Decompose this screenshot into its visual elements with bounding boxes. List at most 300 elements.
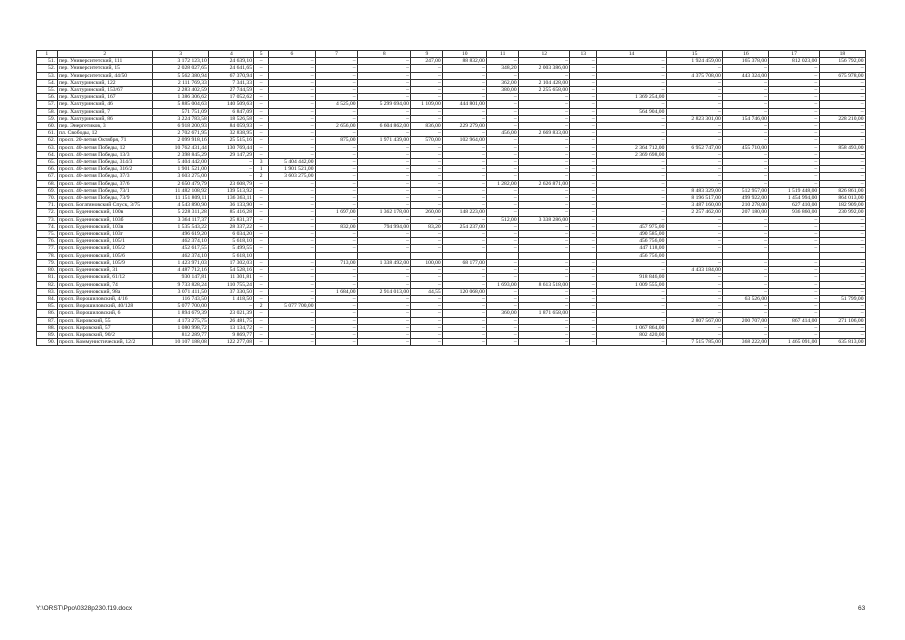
table-cell: 110 755,24 <box>209 281 254 288</box>
table-cell: 8 196 517,00 <box>666 195 722 202</box>
table-cell: 4 433 184,00 <box>666 267 722 274</box>
table-cell: – <box>519 324 570 331</box>
table-cell: – <box>487 223 519 230</box>
table-cell: – <box>723 180 769 187</box>
table-cell: – <box>358 202 411 209</box>
table-cell: – <box>411 238 443 245</box>
row-number-cell: 55. <box>37 87 58 94</box>
table-cell: – <box>316 267 358 274</box>
table-cell: – <box>268 295 315 302</box>
table-cell: – <box>666 281 722 288</box>
row-number-cell: 75. <box>37 231 58 238</box>
column-number-header: 3 <box>152 51 208 58</box>
table-cell: – <box>316 180 358 187</box>
table-row <box>37 108 866 115</box>
table-cell: 8 613 518,00 <box>519 281 570 288</box>
table-cell: – <box>254 101 268 108</box>
table-cell: 28 337,22 <box>209 223 254 230</box>
table-cell: 156 792,00 <box>819 58 865 65</box>
table-cell: – <box>819 245 865 252</box>
table-cell: – <box>487 108 519 115</box>
table-cell: 8 483 329,00 <box>666 187 722 194</box>
table-row <box>37 288 866 295</box>
table-cell: – <box>666 151 722 158</box>
table-cell: – <box>666 101 722 108</box>
table-cell: 2 702 671,95 <box>152 130 208 137</box>
table-row <box>37 166 866 173</box>
table-cell: 228 210,00 <box>819 115 865 122</box>
table-body <box>37 51 866 346</box>
address-cell: просп. 40-летия Победы, 73/9 <box>57 195 152 202</box>
table-cell: – <box>769 130 819 137</box>
table-cell: – <box>316 94 358 101</box>
table-cell: 380,00 <box>487 87 519 94</box>
table-row <box>37 223 866 230</box>
table-cell: 2 257 462,00 <box>666 209 722 216</box>
table-cell: – <box>443 216 487 223</box>
table-cell: – <box>597 166 667 173</box>
table-cell: – <box>819 173 865 180</box>
table-cell: – <box>769 108 819 115</box>
table-cell: – <box>519 331 570 338</box>
table-cell: – <box>411 144 443 151</box>
table-cell: – <box>723 108 769 115</box>
table-cell: – <box>723 79 769 86</box>
table-cell: – <box>723 288 769 295</box>
table-cell: – <box>597 259 667 266</box>
table-cell: – <box>254 195 268 202</box>
table-cell: – <box>268 339 315 346</box>
table-cell <box>723 252 769 259</box>
table-row <box>37 173 866 180</box>
table-cell: – <box>666 130 722 137</box>
row-number-cell: 78. <box>37 252 58 259</box>
table-cell: 1 080 998,72 <box>152 324 208 331</box>
table-cell: – <box>519 159 570 166</box>
table-cell: – <box>268 209 315 216</box>
table-cell: – <box>254 65 268 72</box>
table-cell: – <box>443 130 487 137</box>
table-cell: – <box>411 173 443 180</box>
table-cell: – <box>570 166 597 173</box>
table-cell: – <box>443 187 487 194</box>
table-cell: – <box>519 187 570 194</box>
table-cell: – <box>570 223 597 230</box>
table-cell: – <box>597 130 667 137</box>
table-cell: – <box>209 173 254 180</box>
table-cell: 5 228 311,28 <box>152 209 208 216</box>
table-cell: 812 023,00 <box>769 58 819 65</box>
table-cell: 6 952 747,00 <box>666 144 722 151</box>
table-cell: – <box>254 317 268 324</box>
table-cell: – <box>666 159 722 166</box>
table-cell: – <box>519 339 570 346</box>
table-cell: – <box>723 245 769 252</box>
table-cell: 1 418,50 <box>209 295 254 302</box>
address-cell: просп. Буденновский, 103г <box>57 231 152 238</box>
table-cell: – <box>254 137 268 144</box>
table-cell: – <box>597 72 667 79</box>
table-cell: 11 301,81 <box>209 274 254 281</box>
table-cell: – <box>443 339 487 346</box>
table-cell: – <box>819 166 865 173</box>
table-cell: – <box>316 187 358 194</box>
table-cell: – <box>597 195 667 202</box>
table-cell: 3 338 286,00 <box>519 216 570 223</box>
row-number-cell: 66. <box>37 166 58 173</box>
table-cell: – <box>769 267 819 274</box>
table-cell: – <box>519 259 570 266</box>
table-cell: – <box>519 151 570 158</box>
table-cell: 571 751,09 <box>152 108 208 115</box>
table-row <box>37 295 866 302</box>
table-cell: – <box>316 310 358 317</box>
table-cell: – <box>570 209 597 216</box>
column-number-header: 9 <box>411 51 443 58</box>
table-cell: – <box>254 151 268 158</box>
table-cell: 25 515,16 <box>209 137 254 144</box>
address-cell: пер. Университетский, 44/50 <box>57 72 152 79</box>
table-cell: 2 650 479,79 <box>152 180 208 187</box>
table-cell: 1 109,00 <box>411 101 443 108</box>
table-cell: – <box>268 79 315 86</box>
table-cell: – <box>597 317 667 324</box>
table-cell: – <box>519 288 570 295</box>
table-cell: 2 255 658,00 <box>519 87 570 94</box>
table-cell: – <box>316 281 358 288</box>
column-number-header: 11 <box>487 51 519 58</box>
table-cell: 462 374,10 <box>152 238 208 245</box>
table-cell: – <box>666 137 722 144</box>
table-cell: – <box>268 195 315 202</box>
table-cell: 6 847,09 <box>209 108 254 115</box>
table-row <box>37 159 866 166</box>
table-cell: – <box>570 94 597 101</box>
table-cell: – <box>819 94 865 101</box>
table-cell: – <box>570 79 597 86</box>
table-cell: – <box>443 303 487 310</box>
table-cell: 63 526,00 <box>723 295 769 302</box>
table-cell: – <box>666 108 722 115</box>
table-cell: – <box>254 295 268 302</box>
table-cell: 2 <box>254 303 268 310</box>
table-cell: – <box>570 317 597 324</box>
table-cell: – <box>411 65 443 72</box>
table-cell: 443 324,00 <box>723 72 769 79</box>
table-cell: – <box>487 173 519 180</box>
address-cell: пер. Университетский, 15 <box>57 65 152 72</box>
table-cell: – <box>597 65 667 72</box>
table-cell: 2 626 871,00 <box>519 180 570 187</box>
row-number-cell: 89. <box>37 331 58 338</box>
table-cell: – <box>570 202 597 209</box>
table-cell: – <box>666 295 722 302</box>
table-cell: – <box>570 245 597 252</box>
table-cell: – <box>519 94 570 101</box>
row-number-cell: 83. <box>37 288 58 295</box>
table-cell: 2 104 428,00 <box>519 79 570 86</box>
table-cell: – <box>316 274 358 281</box>
table-cell: 3 603 275,00 <box>152 173 208 180</box>
table-cell: 930 147,81 <box>152 274 208 281</box>
table-row <box>37 259 866 266</box>
table-cell: – <box>411 187 443 194</box>
table-cell: – <box>519 223 570 230</box>
column-number-header: 2 <box>57 51 152 58</box>
table-cell: 25 831,37 <box>209 216 254 223</box>
table-row <box>37 65 866 72</box>
table-cell: – <box>443 151 487 158</box>
table-cell: 5 404 442,00 <box>268 159 315 166</box>
table-cell: 154 746,00 <box>723 115 769 122</box>
table-cell: – <box>597 267 667 274</box>
table-cell: – <box>723 223 769 230</box>
table-cell: – <box>487 245 519 252</box>
table-cell: 24 641,65 <box>209 65 254 72</box>
address-cell: пер. Хахтуринский, 122 <box>57 79 152 86</box>
address-cell: просп. Буденновский, 105/2 <box>57 245 152 252</box>
table-cell: – <box>487 159 519 166</box>
table-cell: 452 617,55 <box>152 245 208 252</box>
table-cell: – <box>268 223 315 230</box>
table-cell: 362,00 <box>487 79 519 86</box>
table-cell: – <box>519 317 570 324</box>
table-cell: – <box>597 187 667 194</box>
table-cell: – <box>570 324 597 331</box>
table-cell: – <box>443 65 487 72</box>
table-cell: 2 823 301,00 <box>666 115 722 122</box>
table-cell: 3 224 783,58 <box>152 115 208 122</box>
table-cell: – <box>769 295 819 302</box>
table-cell: – <box>819 310 865 317</box>
table-cell: – <box>570 339 597 346</box>
table-cell: – <box>519 108 570 115</box>
table-cell: 627 410,00 <box>769 202 819 209</box>
row-number-cell: 87. <box>37 317 58 324</box>
row-number-cell: 51. <box>37 58 58 65</box>
address-cell: просп. 40-летия Победы, 314/3 <box>57 159 152 166</box>
table-cell: 85 416,28 <box>209 209 254 216</box>
column-number-header: 18 <box>819 51 865 58</box>
table-cell: 1 901 521,00 <box>152 166 208 173</box>
table-cell: – <box>411 310 443 317</box>
table-cell <box>254 252 268 259</box>
table-cell: – <box>723 274 769 281</box>
table-cell: – <box>666 87 722 94</box>
table-cell: – <box>769 166 819 173</box>
table-cell: – <box>268 180 315 187</box>
table-cell: – <box>443 281 487 288</box>
table-cell: – <box>519 137 570 144</box>
table-cell: – <box>443 231 487 238</box>
table-cell: – <box>316 130 358 137</box>
table-cell: 230 992,00 <box>819 209 865 216</box>
table-cell: – <box>254 331 268 338</box>
table-cell: – <box>819 108 865 115</box>
table-cell: – <box>769 231 819 238</box>
table-cell: – <box>268 274 315 281</box>
address-cell: пер. Хахтуринский, 153/67 <box>57 87 152 94</box>
row-number-cell: 74. <box>37 223 58 230</box>
table-row <box>37 331 866 338</box>
footer-page-number: 63 <box>858 605 866 612</box>
table-cell: – <box>268 123 315 130</box>
table-cell: – <box>597 202 667 209</box>
table-cell: 1 697,00 <box>316 209 358 216</box>
table-cell: – <box>316 295 358 302</box>
table-cell: 18 526,58 <box>209 115 254 122</box>
table-cell: 826 861,00 <box>819 187 865 194</box>
table-cell: – <box>570 123 597 130</box>
address-cell: пер. Хахтуринский, 46 <box>57 101 152 108</box>
table-cell: – <box>268 202 315 209</box>
table-cell: – <box>316 216 358 223</box>
table-cell: – <box>358 295 411 302</box>
table-cell: – <box>268 231 315 238</box>
table-cell: – <box>519 238 570 245</box>
table-cell: – <box>411 195 443 202</box>
table-cell: 858 493,00 <box>819 144 865 151</box>
table-cell: 794 994,00 <box>358 223 411 230</box>
table-cell: – <box>316 245 358 252</box>
table-cell: – <box>819 281 865 288</box>
table-cell: – <box>358 339 411 346</box>
table-cell: 29 147,29 <box>209 151 254 158</box>
table-cell: – <box>316 324 358 331</box>
table-cell: – <box>411 159 443 166</box>
table-cell: – <box>723 137 769 144</box>
table-cell: – <box>268 245 315 252</box>
table-cell: 11 151 809,11 <box>152 195 208 202</box>
table-cell: – <box>487 187 519 194</box>
table-cell: – <box>769 259 819 266</box>
row-number-cell: 64. <box>37 151 58 158</box>
row-number-cell: 70. <box>37 195 58 202</box>
table-cell: 4 487 712,16 <box>152 267 208 274</box>
table-cell: – <box>666 331 722 338</box>
table-cell: – <box>597 115 667 122</box>
table-cell: – <box>411 267 443 274</box>
table-cell: 2 111 769,33 <box>152 79 208 86</box>
table-cell: 918 846,00 <box>597 274 667 281</box>
row-number-cell: 86. <box>37 310 58 317</box>
table-cell: – <box>769 173 819 180</box>
table-cell: 9 733 828,24 <box>152 281 208 288</box>
table-cell: – <box>597 173 667 180</box>
table-cell: – <box>254 108 268 115</box>
table-cell: – <box>597 339 667 346</box>
table-row <box>37 58 866 65</box>
table-cell: – <box>358 231 411 238</box>
table-cell: – <box>819 267 865 274</box>
table-cell: – <box>723 267 769 274</box>
table-cell: – <box>358 331 411 338</box>
table-cell: 139 513,92 <box>209 187 254 194</box>
table-row <box>37 339 866 346</box>
table-cell: – <box>487 274 519 281</box>
table-cell: – <box>666 223 722 230</box>
table-cell: 5 618,10 <box>209 238 254 245</box>
table-cell: – <box>487 202 519 209</box>
table-cell: 368 222,00 <box>723 339 769 346</box>
table-cell: – <box>519 166 570 173</box>
table-row <box>37 274 866 281</box>
table-cell: – <box>519 267 570 274</box>
table-cell: – <box>316 151 358 158</box>
table-row <box>37 180 866 187</box>
table-cell: – <box>597 79 667 86</box>
table-cell: – <box>254 245 268 252</box>
table-cell: – <box>254 87 268 94</box>
table-cell: – <box>411 317 443 324</box>
table-cell: 462 374,10 <box>152 252 208 259</box>
table-cell: – <box>819 288 865 295</box>
table-row <box>37 195 866 202</box>
table-cell: – <box>358 317 411 324</box>
table-cell: 36 133,90 <box>209 202 254 209</box>
table-cell: – <box>254 202 268 209</box>
table-cell: – <box>769 72 819 79</box>
table-cell: – <box>268 187 315 194</box>
table-cell: – <box>316 339 358 346</box>
table-cell <box>411 252 443 259</box>
table-cell: – <box>769 245 819 252</box>
table-cell: – <box>723 159 769 166</box>
table-cell: – <box>570 65 597 72</box>
table-cell: – <box>723 310 769 317</box>
table-cell: – <box>443 274 487 281</box>
table-cell: – <box>316 202 358 209</box>
table-cell: – <box>570 281 597 288</box>
table-cell: – <box>570 238 597 245</box>
table-cell: 37 330,50 <box>209 288 254 295</box>
table-cell: – <box>519 115 570 122</box>
table-cell: – <box>666 310 722 317</box>
table-cell: – <box>487 259 519 266</box>
table-cell: 713,00 <box>316 259 358 266</box>
column-number-header: 12 <box>519 51 570 58</box>
table-cell: – <box>254 281 268 288</box>
row-number-cell: 61. <box>37 130 58 137</box>
table-row <box>37 130 866 137</box>
table-cell: 23 608,79 <box>209 180 254 187</box>
table-cell: – <box>316 173 358 180</box>
table-cell: 832,00 <box>316 223 358 230</box>
table-cell: 496 619,20 <box>152 231 208 238</box>
table-cell: – <box>570 144 597 151</box>
table-cell: – <box>443 317 487 324</box>
table-cell: – <box>209 166 254 173</box>
table-cell: 1 519 448,00 <box>769 187 819 194</box>
column-number-header: 8 <box>358 51 411 58</box>
table-cell: – <box>268 65 315 72</box>
table-cell: – <box>443 94 487 101</box>
table-cell: – <box>411 87 443 94</box>
table-cell: 165 378,00 <box>723 58 769 65</box>
table-cell: – <box>411 108 443 115</box>
table-cell: – <box>570 288 597 295</box>
table-cell: – <box>268 137 315 144</box>
row-number-cell: 52. <box>37 65 58 72</box>
table-row <box>37 137 866 144</box>
table-cell: – <box>519 173 570 180</box>
table-cell: 6 604 862,00 <box>358 123 411 130</box>
table-cell: 17 302,03 <box>209 259 254 266</box>
row-number-cell: 71. <box>37 202 58 209</box>
table-cell: – <box>411 231 443 238</box>
table-cell: – <box>443 331 487 338</box>
table-cell: – <box>769 324 819 331</box>
